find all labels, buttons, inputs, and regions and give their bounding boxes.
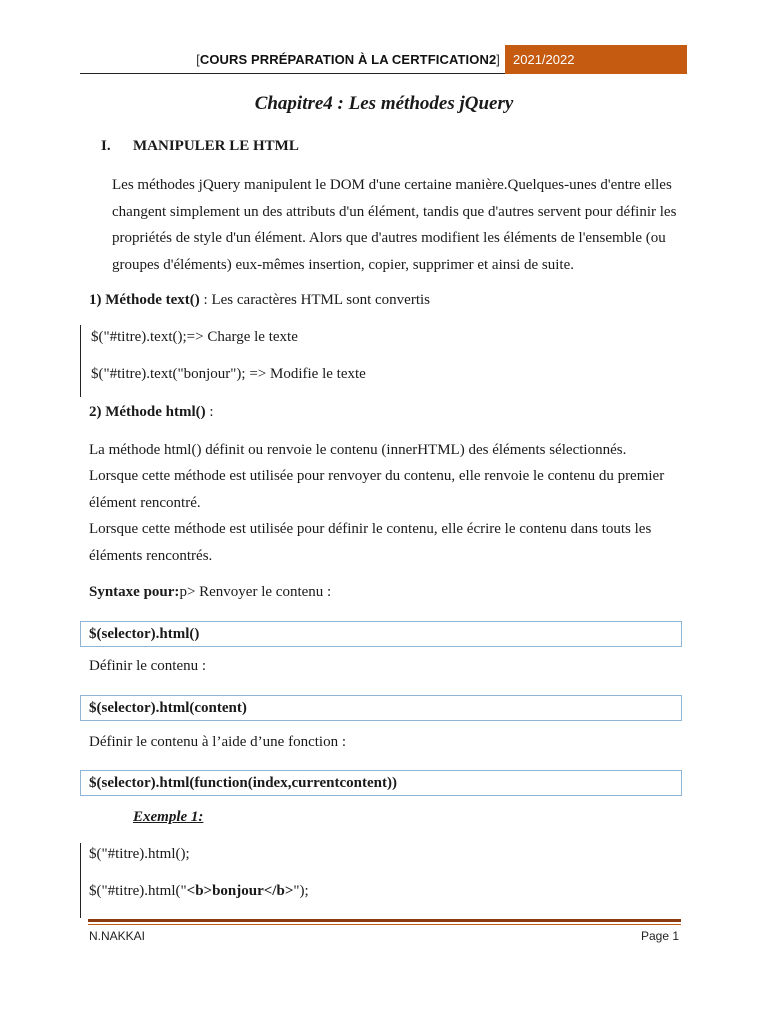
define-label: Définir le contenu : [89,658,207,674]
method-html-heading [89,404,214,421]
body-paragraph: Lorsque cette méthode est utilisée pour renvoyer du contenu, elle renvoie le contenu du premier élément rencontré. [89,468,665,511]
code-bar [80,325,81,397]
body-paragraph: La méthode html() définit ou renvoie le contenu (innerHTML) des éléments sélectionnés. [89,442,627,458]
syntax-rest: p> Renvoyer le contenu : [179,584,332,600]
code-bar [80,843,81,918]
method-html-title: 2) Méthode html() [89,404,206,420]
code-line: $("#titre).text("bonjour"); => Modifie le texte [91,366,366,382]
footer-rule-thin [88,924,681,925]
year-badge: 2021/2022 [505,45,687,74]
running-header [0,52,500,67]
footer-author: N.NAKKAI [89,929,146,943]
method-text-heading [89,292,430,309]
footer-rule [88,919,681,922]
section-numeral: I. [101,138,111,154]
define-fn-label: Définir le contenu à l’aide d’une fonction : [89,734,346,750]
section-heading [101,138,299,155]
bracket-open: [ [196,52,200,67]
code-bold: <b>bonjour</b> [186,883,294,899]
body-paragraph: Lorsque cette méthode est utilisée pour définir le contenu, elle écrire le contenu dans touts les éléments rencontrés. [89,521,652,564]
page-number: Page 1 [641,929,680,943]
syntax-line [89,584,331,601]
intro-paragraph: Les méthodes jQuery manipulent le DOM d'une certaine manière.Quelques-unes d'entre elles changent simplement un des attributs d'un élément, tandis que d'autres servent pour définir les propriétés de style d'un élément. Alors que d'autres modifient les éléments de l'ensemble (ou groupes d'éléments) eux-mêmes insertion, copier, supprimer et ainsi de suite. [112,177,677,273]
course-title: COURS PRRÉPARATION À LA CERTFICATION2 [199,52,497,67]
method-text-title: 1) Méthode text() [89,292,200,308]
code-line: $("#titre).text();=> Charge le texte [91,329,298,345]
section-title: MANIPULER LE HTML [133,138,299,154]
bracket-close: ] [496,52,500,67]
syntax-box: $(selector).html(function(index,currentcontent)) [80,770,682,796]
code-line: $("#titre).html(); [89,846,190,862]
header-rule [80,73,505,74]
syntax-label: Syntaxe pour: [89,584,180,600]
example-label: Exemple 1: [133,809,204,825]
code-pre: $("#titre).html(" [89,883,187,899]
method-text-desc: : Les caractères HTML sont convertis [199,292,430,308]
code-post: "); [293,883,309,899]
syntax-box: $(selector).html() [80,621,682,647]
chapter-title: Chapitre4 : Les méthodes jQuery [254,93,514,114]
method-html-desc: : [205,404,214,420]
syntax-box: $(selector).html(content) [80,695,682,721]
code-line [89,883,309,900]
